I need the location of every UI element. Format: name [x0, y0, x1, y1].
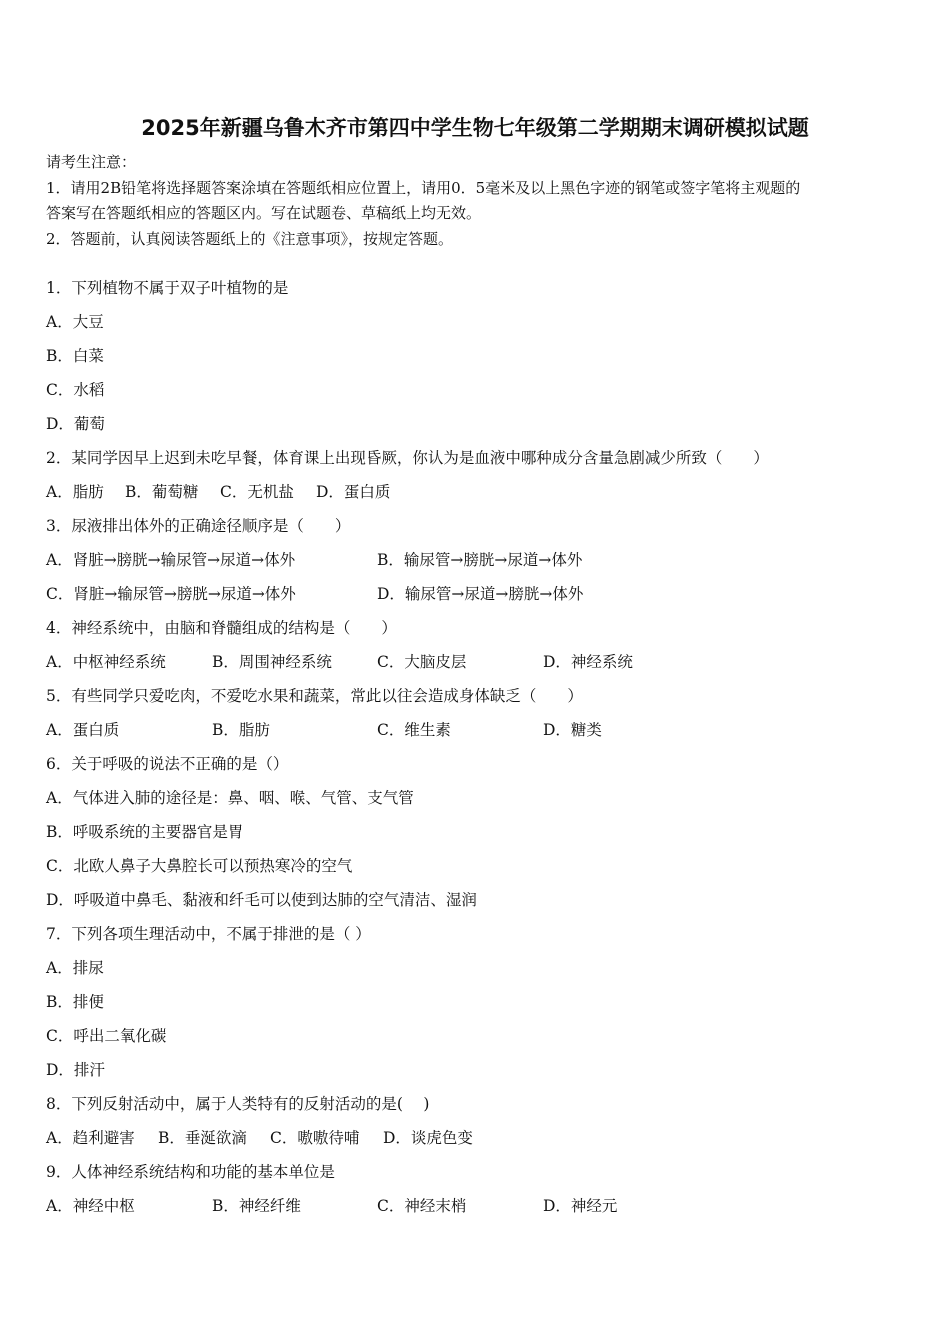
answer-option: C．水稻 [46, 381, 105, 399]
answer-option: D．蛋白质 [316, 483, 391, 501]
answer-option: A．趋利避害 [46, 1129, 135, 1147]
answer-option: C．北欧人鼻子大鼻腔长可以预热寒冷的空气 [46, 857, 353, 875]
question-stem: 9．人体神经系统结构和功能的基本单位是 [46, 1163, 335, 1181]
answer-option: C．肾脏→输尿管→膀胱→尿道→体外 [46, 585, 296, 603]
answer-option: B．垂涎欲滴 [158, 1129, 247, 1147]
answer-option: C．神经末梢 [377, 1197, 467, 1215]
answer-option: B．排便 [46, 993, 104, 1011]
question-stem: 7．下列各项生理活动中，不属于排泄的是（ ） [46, 925, 371, 943]
answer-option: C．呼出二氧化碳 [46, 1027, 167, 1045]
answer-option: A．神经中枢 [46, 1197, 135, 1215]
answer-option: D．神经系统 [543, 653, 633, 671]
notes-line: 1．请用2B铅笔将选择题答案涂填在答题纸相应位置上，请用0．5毫米及以上黑色字迹的钢笔或签字笔将主观题的 [46, 178, 801, 197]
answer-option: A．肾脏→膀胱→输尿管→尿道→体外 [46, 551, 296, 569]
notes-line: 答案写在答题纸相应的答题区内。写在试题卷、草稿纸上均无效。 [46, 204, 482, 222]
answer-option: D．谈虎色变 [383, 1129, 473, 1147]
notes-line: 2．答题前，认真阅读答题纸上的《注意事项》，按规定答题。 [46, 229, 454, 248]
question-stem: 1．下列植物不属于双子叶植物的是 [46, 279, 289, 297]
answer-option: D．神经元 [543, 1197, 618, 1215]
answer-option: B．输尿管→膀胱→尿道→体外 [377, 551, 583, 569]
page-title: 2025年新疆乌鲁木齐市第四中学生物七年级第二学期期末调研模拟试题 [141, 116, 809, 140]
answer-option: A．气体进入肺的途径是：鼻、咽、喉、气管、支气管 [46, 789, 414, 807]
answer-option: B．神经纤维 [212, 1197, 301, 1215]
question-stem: 8．下列反射活动中，属于人类特有的反射活动的是( ) [46, 1095, 430, 1113]
answer-option: A．中枢神经系统 [46, 653, 166, 671]
answer-option: C．嗷嗷待哺 [270, 1129, 360, 1147]
notes-block [46, 150, 906, 252]
answer-option: A．脂肪 [46, 483, 104, 501]
answer-option: A．蛋白质 [46, 721, 120, 739]
answer-option: D．呼吸道中鼻毛、黏液和纤毛可以使到达肺的空气清洁、湿润 [46, 891, 477, 909]
answer-option: D．排汗 [46, 1061, 105, 1079]
answer-option: A．排尿 [46, 959, 104, 977]
answer-option: C．大脑皮层 [377, 653, 467, 671]
answer-option: B．葡萄糖 [125, 483, 199, 501]
question-stem: 4．神经系统中，由脑和脊髓组成的结构是（ ） [46, 619, 397, 637]
question-stem: 5．有些同学只爱吃肉，不爱吃水果和蔬菜，常此以往会造成身体缺乏（ ） [46, 687, 583, 705]
notes-heading: 请考生注意： [46, 153, 137, 171]
answer-option: A．大豆 [46, 313, 104, 331]
question-stem: 3．尿液排出体外的正确途径顺序是（ ） [46, 517, 351, 535]
answer-option: D．输尿管→尿道→膀胱→体外 [377, 585, 584, 603]
answer-option: B．脂肪 [212, 721, 270, 739]
answer-option: D．葡萄 [46, 415, 105, 433]
question-stem: 6．关于呼吸的说法不正确的是（） [46, 755, 289, 773]
answer-option: D．糖类 [543, 721, 602, 739]
question-stem: 2．某同学因早上迟到未吃早餐，体育课上出现昏厥，你认为是血液中哪种成分含量急剧减少所致（ ） [46, 449, 769, 467]
answer-option: B．白菜 [46, 347, 104, 365]
answer-option: B．呼吸系统的主要器官是胃 [46, 823, 244, 841]
answer-option: C．维生素 [377, 721, 451, 739]
answer-option: C．无机盐 [220, 483, 294, 501]
answer-option: B．周围神经系统 [212, 653, 332, 671]
